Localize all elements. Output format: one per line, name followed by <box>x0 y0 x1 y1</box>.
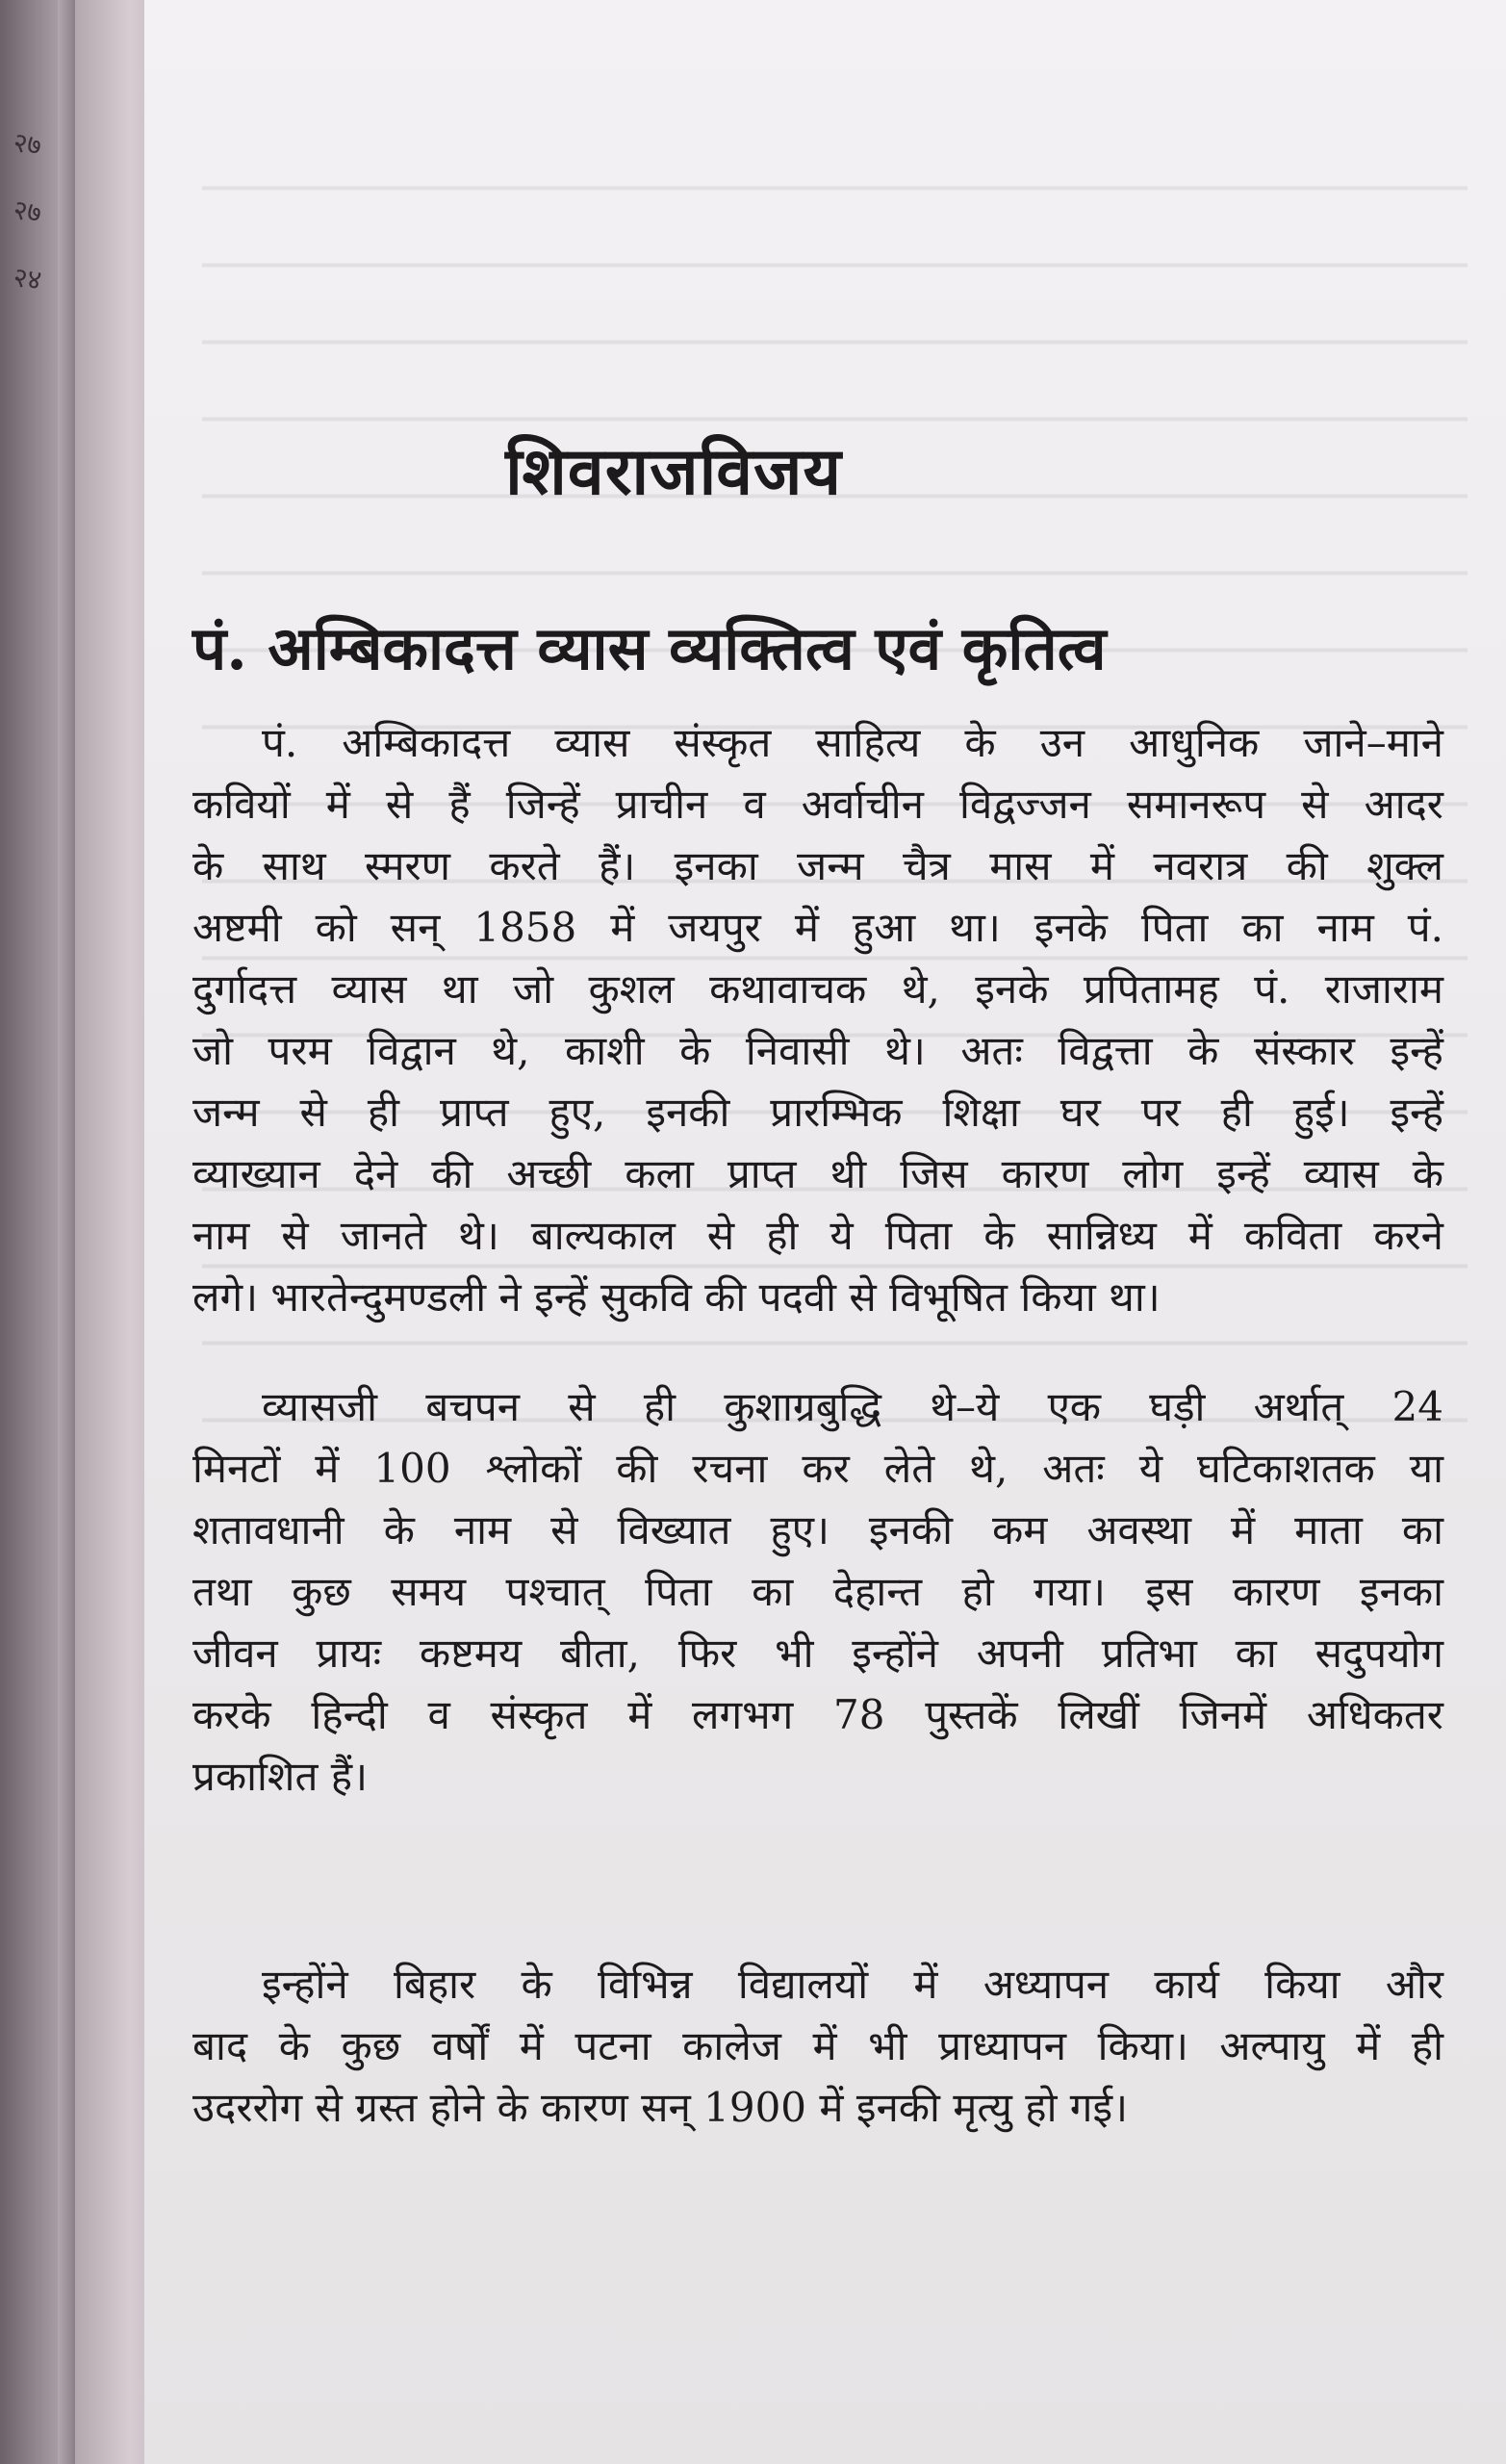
section-title: पं. अम्बिकादत्त व्यास व्यक्तित्व एवं कृतित्व <box>192 613 1107 683</box>
facing-page-edge <box>0 0 144 2464</box>
text-line: दुर्गादत्त व्यास था जो कुशल कथावाचक थे, इनके प्रपितामह पं. राजाराम <box>192 965 1443 1013</box>
facing-page-text-3: २४ <box>11 261 44 296</box>
text-line: मिनटों में 100 श्लोकों की रचना कर लेते थे, अतः ये घटिकाशतक या <box>192 1445 1443 1492</box>
facing-page-text-2: २७ <box>11 193 44 229</box>
book-spine-edge <box>58 0 75 2464</box>
text-line: शतावधानी के नाम से विख्यात हुए। इनकी कम अवस्था में माता का <box>192 1506 1443 1553</box>
text-line: व्यासजी बचपन से ही कुशाग्रबुद्धि थे–ये एक घड़ी अर्थात् 24 <box>262 1383 1443 1430</box>
text-line: व्याख्यान देने की अच्छी कला प्राप्त थी जिस कारण लोग इन्हें व्यास के <box>192 1150 1443 1197</box>
text-line: जो परम विद्वान थे, काशी के निवासी थे। अतः विद्वत्ता के संस्कार इन्हें <box>192 1027 1443 1074</box>
text-line: जन्म से ही प्राप्त हुए, इनकी प्रारम्भिक शिक्षा घर पर ही हुई। इन्हें <box>192 1089 1443 1136</box>
text-line: जीवन प्रायः कष्टमय बीता, फिर भी इन्होंने अपनी प्रतिभा का सदुपयोग <box>192 1630 1443 1677</box>
paragraph-1 <box>192 712 1443 1328</box>
book-page <box>144 0 1506 2464</box>
paragraph-3 <box>192 1954 1443 2139</box>
text-line: उदररोग से ग्रस्त होने के कारण सन् 1900 में इनकी मृत्यु हो गई। <box>192 2084 1128 2131</box>
text-line: बाद के कुछ वर्षों में पटना कालेज में भी प्राध्यापन किया। अल्पायु में ही <box>192 2022 1443 2069</box>
facing-page-text-1: २७ <box>11 126 44 162</box>
text-line: इन्होंने बिहार के विभिन्न विद्यालयों में अध्यापन कार्य किया और <box>262 1961 1443 2008</box>
text-line: अष्टमी को सन् 1858 में जयपुर में हुआ था। इनके पिता का नाम पं. <box>192 904 1443 951</box>
text-line: तथा कुछ समय पश्चात् पिता का देहान्त हो गया। इस कारण इनका <box>192 1568 1443 1615</box>
text-line: कवियों में से हैं जिन्हें प्राचीन व अर्वाचीन विद्वज्जन समानरूप से आदर <box>192 781 1443 828</box>
paragraph-2 <box>192 1376 1443 1808</box>
text-line: के साथ स्मरण करते हैं। इनका जन्म चैत्र मास में नवरात्र की शुक्ल <box>192 842 1443 889</box>
text-line: करके हिन्दी व संस्कृत में लगभग 78 पुस्तकें लिखीं जिनमें अधिकतर <box>192 1691 1443 1738</box>
text-line: लगे। भारतेन्दुमण्डली ने इन्हें सुकवि की पदवी से विभूषित किया था। <box>192 1273 1161 1321</box>
text-line: प्रकाशित हैं। <box>192 1753 368 1800</box>
text-line: पं. अम्बिकादत्त व्यास संस्कृत साहित्य के उन आधुनिक जाने–माने <box>262 719 1443 766</box>
chapter-title: शिवराजविजय <box>505 433 842 510</box>
text-line: नाम से जानते थे। बाल्यकाल से ही ये पिता के सान्निध्य में कविता करने <box>192 1212 1443 1259</box>
